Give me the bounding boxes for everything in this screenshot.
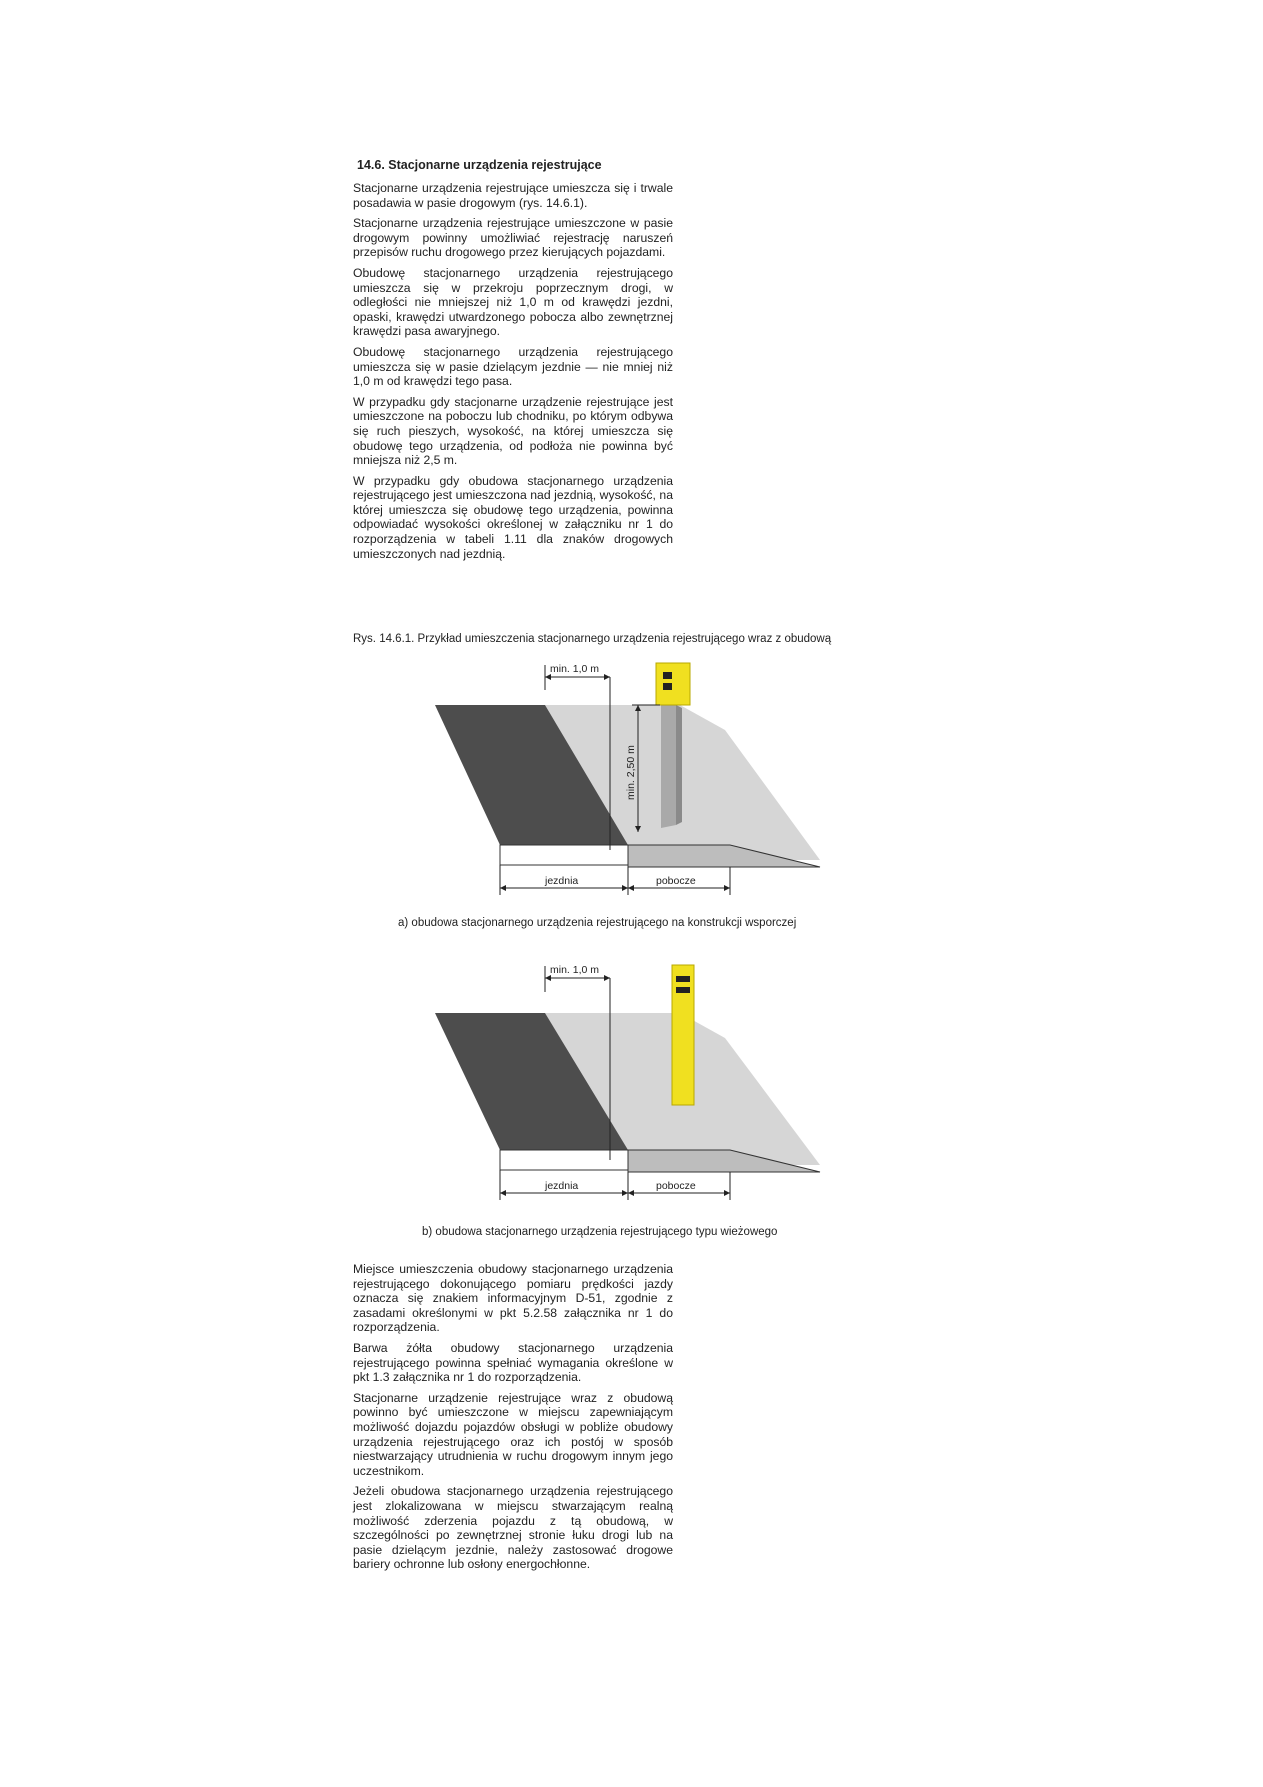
dim-arrow: [500, 1190, 506, 1196]
paragraph: Stacjonarne urządzenia rejestrujące umieszczone w pasie drogowym powinny umożliwiać rejestrację naruszeń przepisów ruchu drogowego przez kierujących pojazdami.: [353, 216, 673, 260]
paragraph: Stacjonarne urządzenia rejestrujące umieszcza się i trwale posadawia w pasie drogowym (rys. 14.6.1).: [353, 181, 673, 210]
dim-label-horizontal: min. 1,0 m: [550, 964, 600, 976]
label-pobocze: pobocze: [656, 1180, 696, 1192]
dim-label-vertical: min. 2,50 m: [625, 745, 637, 800]
figure-caption: Rys. 14.6.1. Przykład umieszczenia stacjonarnego urządzenia rejestrującego wraz z obudową: [353, 633, 832, 645]
label-jezdnia: jezdnia: [545, 1180, 579, 1192]
subcaption-a: a) obudowa stacjonarnego urządzenia rejestrującego na konstrukcji wsporczej: [398, 917, 797, 929]
paragraph: Miejsce umieszczenia obudowy stacjonarnego urządzenia rejestrującego dokonującego pomiaru prędkości jazdy oznacza się znakiem informacyjnym D-51, zgodnie z zasadami określonymi w pkt 5.2.58 załącznika nr 1 do rozporządzenia.: [353, 1262, 673, 1335]
paragraph: Stacjonarne urządzenie rejestrujące wraz z obudową powinno być umieszczone w miejscu zapewniającym możliwość dojazdu pojazdów obsługi w pobliże obudowy urządzenia rejestrującego oraz ich postój w sposób niestwarzający utrudnienia w ruchu drogowym innym jego uczestnikom.: [353, 1390, 673, 1478]
paragraph: Jeżeli obudowa stacjonarnego urządzenia rejestrującego jest zlokalizowana w miejscu stwarzającym realną możliwość zderzenia pojazdu z tą obudową, w szczególności po zewnętrznej stronie łuku drogi lub na pasie dzielącym jezdnie, należy zastosować drogowe bariery ochronne lub osłony energochłonne.: [353, 1484, 673, 1572]
label-jezdnia: jezdnia: [545, 875, 579, 887]
label-pobocze: pobocze: [656, 875, 696, 887]
paragraph: Barwa żółta obudowy stacjonarnego urządzenia rejestrującego powinna spełniać wymagania określone w pkt 1.3 załącznika nr 1 do rozporządzenia.: [353, 1340, 673, 1385]
dim-arrow: [622, 1190, 628, 1196]
section-heading: 14.6. Stacjonarne urządzenia rejestrujące: [357, 158, 602, 172]
road-front-edge: [500, 1150, 628, 1170]
dim-label-horizontal: min. 1,0 m: [550, 663, 600, 675]
paragraph: W przypadku gdy obudowa stacjonarnego urządzenia rejestrującego jest umieszczona nad jezdnią, wysokość, na której umieszcza się obudowę tego urządzenia, powinna odpowiadać wysokości określonej w załączniku nr 1 do rozporządzenia w tabeli 1.11 dla znaków drogowych umieszczonych nad jezdnią.: [353, 473, 673, 561]
after-text: [353, 1262, 673, 1578]
tower-housing: [672, 965, 694, 1105]
dim-arrow: [628, 1190, 634, 1196]
housing-lens: [676, 976, 690, 982]
subcaption-b: b) obudowa stacjonarnego urządzenia rejestrującego typu wieżowego: [422, 1226, 778, 1238]
paragraph: Obudowę stacjonarnego urządzenia rejestrującego umieszcza się w pasie dzielącym jezdnie — nie mniej niż 1,0 m od krawędzi tego pasa.: [353, 344, 673, 389]
paragraph: Obudowę stacjonarnego urządzenia rejestrującego umieszcza się w przekroju poprzecznym drogi, w odległości nie mniejszej niż 1,0 m od krawędzi jezdni, opaski, krawędzi utwardzonego pobocza albo zewnętrznej krawędzi pasa awaryjnego.: [353, 265, 673, 339]
paragraph: W przypadku gdy stacjonarne urządzenie rejestrujące jest umieszczone na poboczu lub chodniku, po którym odbywa się ruch pieszych, wysokość, na której umieszcza się obudowę tego urządzenia, od podłoża nie powinna być mniejsza niż 2,5 m.: [353, 394, 673, 468]
dim-arrow: [604, 975, 610, 981]
housing-lens: [676, 987, 690, 993]
dim-arrow: [724, 1190, 730, 1196]
